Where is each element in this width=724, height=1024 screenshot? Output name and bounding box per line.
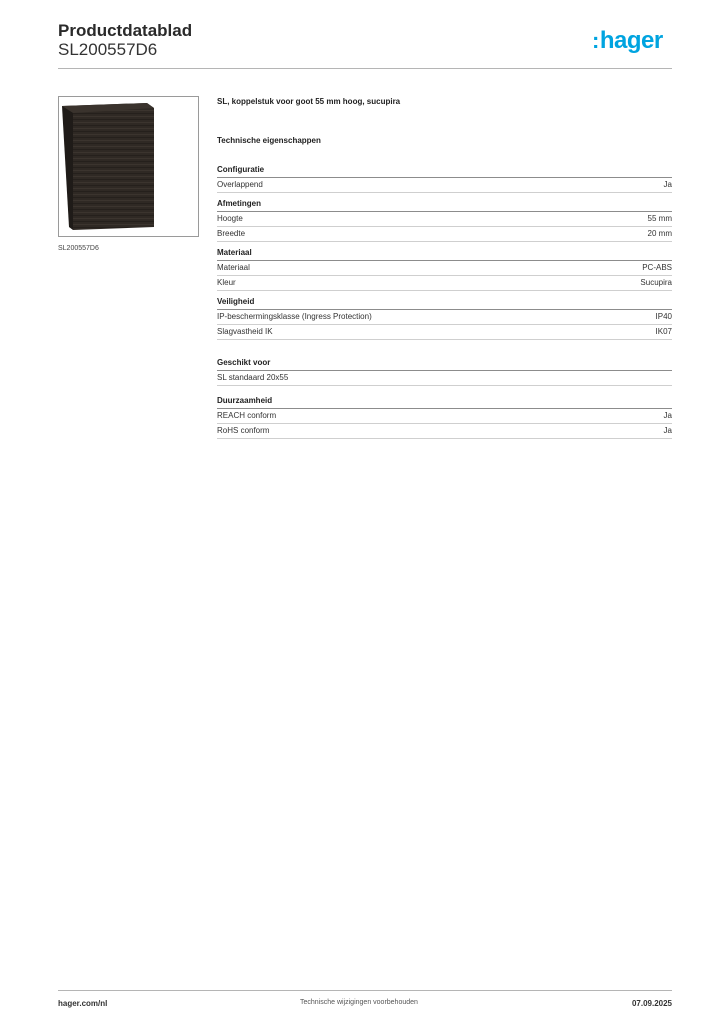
spec-label: Materiaal	[217, 263, 250, 272]
spec-value: 55 mm	[647, 214, 672, 223]
spec-row	[217, 325, 672, 340]
section-title: Configuratie	[217, 164, 672, 178]
spec-label: SL standaard 20x55	[217, 373, 289, 382]
spec-label: Slagvastheid IK	[217, 327, 273, 336]
spec-row	[217, 227, 672, 242]
section-title: Veiligheid	[217, 296, 672, 310]
spacer	[217, 386, 672, 390]
spec-content	[217, 96, 672, 439]
logo-text: hager	[599, 27, 663, 54]
section-title: Materiaal	[217, 247, 672, 261]
spec-value: Ja	[663, 411, 672, 420]
spec-row	[217, 276, 672, 291]
spec-label: Hoogte	[217, 214, 243, 223]
footer-website-link[interactable]: hager.com/nl	[58, 999, 108, 1008]
spec-row	[217, 409, 672, 424]
spec-row	[217, 212, 672, 227]
spec-label: REACH conform	[217, 411, 277, 420]
spec-label: RoHS conform	[217, 426, 270, 435]
logo-dots-icon: :	[592, 28, 599, 53]
spec-row	[217, 371, 672, 386]
page-title: Productdatablad	[58, 21, 193, 40]
hager-logo	[592, 27, 663, 55]
section-title: Afmetingen	[217, 198, 672, 212]
product-description: SL, koppelstuk voor goot 55 mm hoog, sucupira	[217, 97, 401, 106]
spec-value: 20 mm	[647, 229, 672, 238]
spec-row	[217, 424, 672, 439]
tech-properties-title: Technische eigenschappen	[217, 136, 321, 145]
header-divider	[58, 68, 672, 69]
spec-value: Ja	[663, 180, 672, 189]
spec-label: Breedte	[217, 229, 246, 238]
spec-label: Kleur	[217, 278, 236, 287]
spec-value: IP40	[655, 312, 672, 321]
product-code: SL200557D6	[58, 40, 158, 59]
spec-value: Sucupira	[640, 278, 672, 287]
product-photo-icon	[59, 97, 198, 236]
footer-notice: Technische wijzigingen voorbehouden	[300, 999, 418, 1006]
section-title: Duurzaamheid	[217, 395, 672, 409]
image-caption: SL200557D6	[58, 245, 99, 252]
spec-row	[217, 261, 672, 276]
spec-value: PC-ABS	[642, 263, 672, 272]
product-image	[58, 96, 199, 237]
spec-row	[217, 178, 672, 193]
spacer	[217, 340, 672, 352]
spec-label: Overlappend	[217, 180, 263, 189]
spec-value: IK07	[655, 327, 672, 336]
footer-date: 07.09.2025	[631, 999, 672, 1008]
footer-divider	[58, 990, 672, 991]
spec-label: IP-beschermingsklasse (Ingress Protection)	[217, 312, 372, 321]
section-title: Geschikt voor	[217, 357, 672, 371]
spec-value: Ja	[663, 426, 672, 435]
spec-row	[217, 310, 672, 325]
